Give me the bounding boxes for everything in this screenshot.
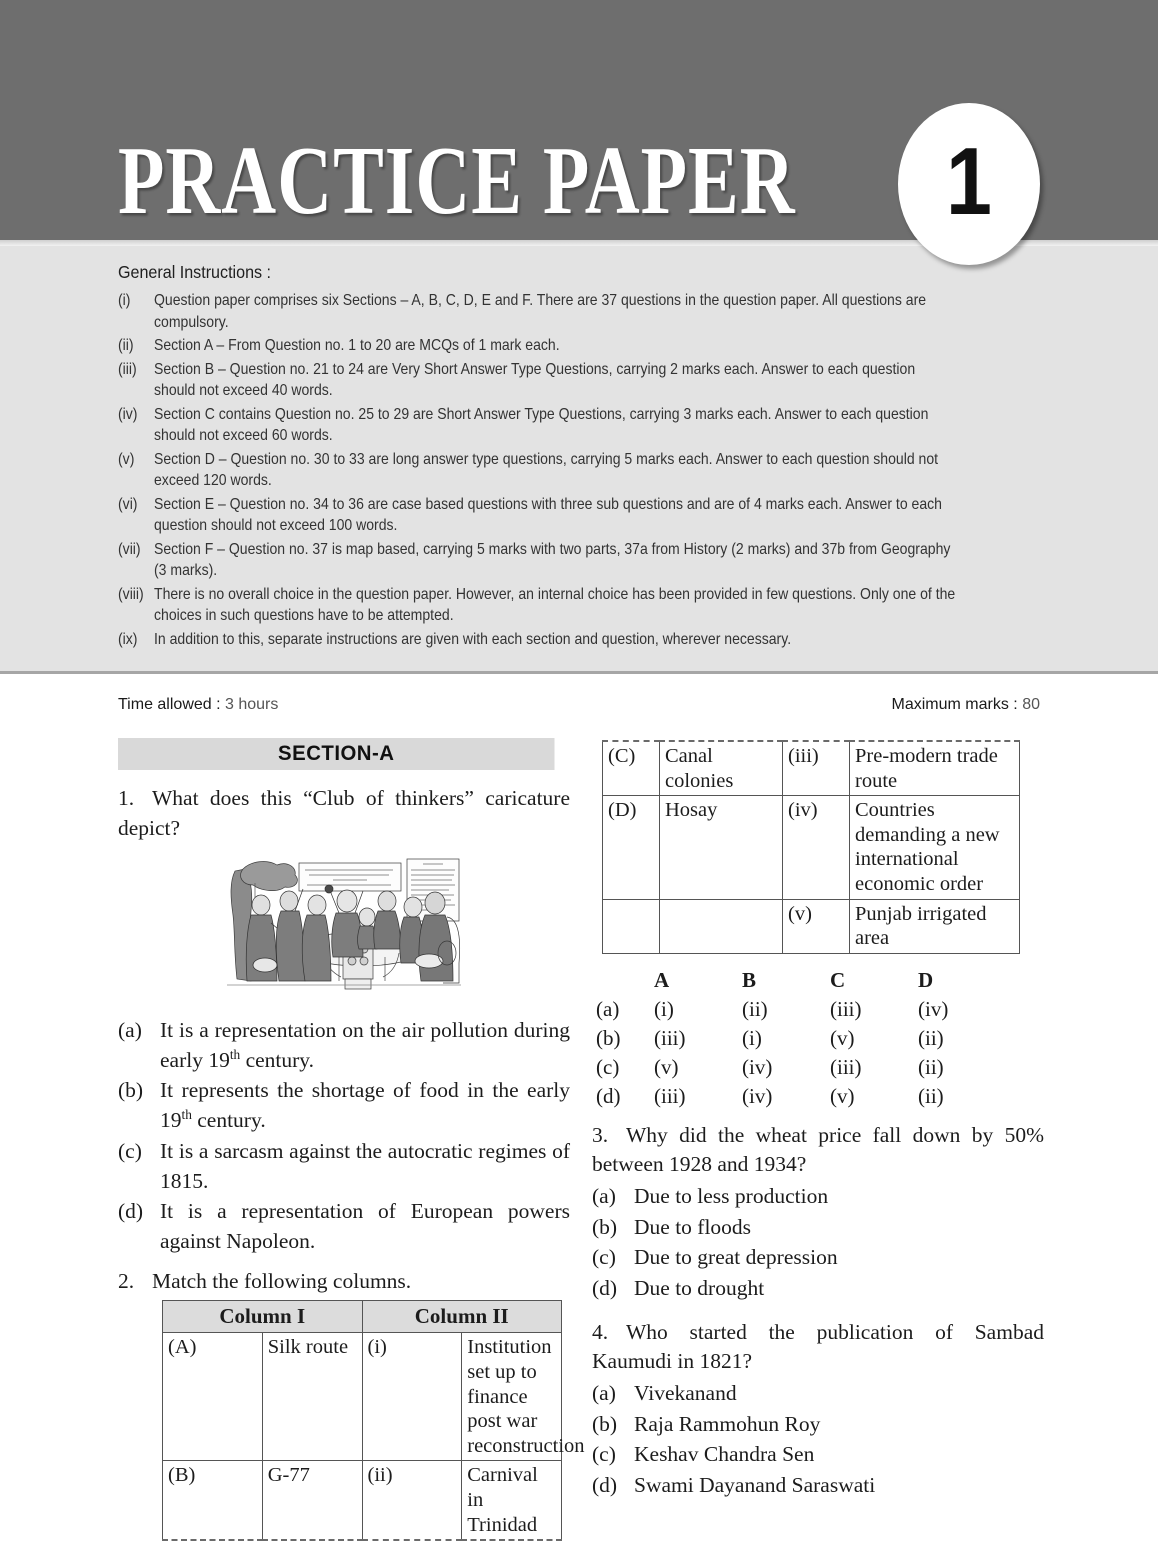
instruction-marker: (vi) <box>118 495 138 513</box>
cell-key: (C) <box>603 741 660 796</box>
table-row <box>603 899 1020 953</box>
answer-cell-key: (b) <box>596 1025 621 1050</box>
option-key: (c) <box>592 1442 616 1467</box>
option-b[interactable] <box>118 1076 570 1135</box>
instruction-marker: (vii) <box>118 540 141 558</box>
instruction-marker: (ix) <box>118 630 138 648</box>
cell-rn: (i) <box>362 1333 462 1461</box>
maximum-marks-label: Maximum marks : <box>891 696 1018 713</box>
option-text: Due to drought <box>634 1276 765 1301</box>
maximum-marks <box>892 696 1040 714</box>
question-3 <box>592 1121 1044 1304</box>
instruction-item <box>118 584 1048 627</box>
instruction-text: There is no overall choice in the question paper. However, an internal choice has been provided in few questions. Only one of the choices in such questions have to be attempted. <box>154 585 956 625</box>
cell-desc: Punjab irrigated area <box>850 899 1020 953</box>
question-2-text: Match the following columns. <box>152 1268 412 1293</box>
answer-cell-a: (iii) <box>654 1025 686 1050</box>
option-a[interactable] <box>118 1016 570 1075</box>
option-key: (b) <box>118 1078 144 1103</box>
instruction-item <box>118 290 1048 333</box>
instruction-marker: (v) <box>118 450 135 468</box>
question-3-options <box>592 1182 1044 1304</box>
question-4 <box>592 1318 1044 1501</box>
option-text: Due to great depression <box>634 1245 838 1270</box>
cell-key: (A) <box>163 1333 263 1461</box>
option-b[interactable] <box>592 1410 1044 1440</box>
answer-cell-d: (ii) <box>918 1025 944 1050</box>
question-1-text: What does this “Club of thinkers” caricature depict? <box>118 786 570 840</box>
cell-value <box>660 899 783 953</box>
option-text: Keshav Chandra Sen <box>634 1442 815 1467</box>
answer-cell-b: (i) <box>742 1025 762 1050</box>
option-key: (d) <box>118 1199 144 1224</box>
time-allowed-value: 3 hours <box>225 696 279 713</box>
question-4-text: Who started the publication of Sambad Kaumudi in 1821? <box>592 1319 1044 1374</box>
instruction-item <box>118 539 1048 582</box>
option-text: Due to less production <box>634 1184 829 1209</box>
answer-cell-d: (ii) <box>918 1054 944 1079</box>
paper-number: 1 <box>946 128 992 235</box>
cell-desc: Institution set up to finance post war reconstruction <box>462 1333 562 1461</box>
instruction-item <box>118 359 1048 402</box>
instruction-marker: (iv) <box>118 405 138 423</box>
answer-cell-b: (ii) <box>742 996 768 1021</box>
option-text: It represents the shortage of food in the early 19th century. <box>160 1078 570 1133</box>
cell-value: Canal colonies <box>660 741 783 796</box>
cell-rn: (ii) <box>362 1461 462 1540</box>
time-allowed-label: Time allowed : <box>118 696 221 713</box>
option-key: (b) <box>592 1214 618 1239</box>
cell-value: Silk route <box>262 1333 362 1461</box>
instruction-item <box>118 629 1048 651</box>
cell-desc: Pre-modern trade route <box>850 741 1020 796</box>
maximum-marks-value: 80 <box>1022 696 1040 713</box>
cell-value: G-77 <box>262 1461 362 1540</box>
option-key: (a) <box>592 1381 616 1405</box>
option-text: Vivekanand <box>634 1381 737 1405</box>
table-row <box>163 1461 562 1540</box>
right-column <box>592 738 1044 1502</box>
question-3-number: 3. <box>592 1122 609 1147</box>
club-of-thinkers-caricature <box>221 853 467 995</box>
instruction-text: Question paper comprises six Sections – A, B, C, D, E and F. There are 37 questions in the question paper. All questions are compulsory. <box>154 292 927 331</box>
instruction-item <box>118 449 1048 492</box>
section-a-header: SECTION-A <box>118 738 555 770</box>
instruction-text: Section F – Question no. 37 is map based, carrying 5 marks with two parts, 37a from History (2 marks) and 37b from Geography (3 marks). <box>154 540 951 580</box>
option-key: (d) <box>592 1276 618 1301</box>
answer-grid-head-a: A <box>654 967 670 992</box>
question-4-stem <box>592 1318 1044 1377</box>
page-title: PRACTICE PAPER <box>118 127 796 235</box>
instruction-text: Section A – From Question no. 1 to 20 are MCQs of 1 mark each. <box>154 337 560 355</box>
answer-cell-key: (d) <box>596 1083 621 1108</box>
answer-grid-header <box>596 966 1006 995</box>
answer-option-row[interactable] <box>596 1053 1006 1082</box>
option-text: Due to floods <box>634 1214 752 1239</box>
option-b[interactable] <box>592 1213 1044 1243</box>
cell-rn: (v) <box>783 899 850 953</box>
option-a[interactable] <box>592 1379 1044 1409</box>
instruction-item <box>118 494 1048 537</box>
option-text: It is a representation on the air pollution during early 19th century. <box>160 1017 570 1072</box>
option-text: It is a sarcasm against the autocratic regimes of 1815. <box>160 1138 570 1193</box>
table-header-row <box>163 1301 562 1333</box>
time-allowed <box>118 696 278 714</box>
option-key: (c) <box>118 1138 142 1163</box>
question-1 <box>118 784 570 1257</box>
option-c[interactable] <box>592 1440 1044 1470</box>
cell-rn: (iii) <box>783 741 850 796</box>
question-4-options <box>592 1379 1044 1501</box>
option-d[interactable] <box>592 1471 1044 1501</box>
question-1-options <box>118 1016 570 1257</box>
answer-cell-c: (v) <box>830 1025 855 1050</box>
instructions-heading: General Instructions : <box>118 262 272 282</box>
option-key: (a) <box>592 1184 616 1209</box>
cell-key: (B) <box>163 1461 263 1540</box>
option-c[interactable] <box>118 1137 570 1196</box>
question-1-number: 1. <box>118 786 135 810</box>
option-d[interactable] <box>118 1197 570 1256</box>
question-2-answer-grid <box>596 966 1006 1111</box>
answer-cell-c: (iii) <box>830 1054 862 1079</box>
column-header-2: Column II <box>362 1301 562 1333</box>
answer-option-row[interactable] <box>596 1024 1006 1053</box>
instruction-item <box>118 335 1048 357</box>
instruction-text: In addition to this, separate instructions are given with each section and question, wherever necessary. <box>154 630 792 648</box>
option-text: It is a representation of European powers against Napoleon. <box>160 1199 570 1253</box>
answer-cell-d: (iv) <box>918 996 949 1021</box>
instruction-marker: (viii) <box>118 585 144 603</box>
answer-cell-c: (v) <box>830 1083 855 1108</box>
answer-cell-a: (iii) <box>654 1083 686 1108</box>
answer-cell-b: (iv) <box>742 1054 773 1079</box>
question-2-match-table-part1 <box>162 1300 585 1541</box>
cell-key: (D) <box>603 796 660 899</box>
question-3-stem <box>592 1121 1044 1180</box>
instruction-text: Section D – Question no. 30 to 33 are long answer type questions, carrying 5 marks each. Answer to each question should not exceed 120 words. <box>154 450 939 490</box>
question-4-number: 4. <box>592 1319 609 1344</box>
exam-meta-line <box>118 696 1040 714</box>
answer-grid-head-blank <box>596 966 654 995</box>
question-1-figure <box>118 853 570 1004</box>
option-key: (b) <box>592 1411 618 1436</box>
answer-option-row[interactable] <box>596 1082 1006 1111</box>
instruction-text: Section E – Question no. 34 to 36 are case based questions with three sub questions and are of 4 marks each. Answer to each question should not exceed 100 words. <box>154 495 942 535</box>
answer-option-row[interactable] <box>596 995 1006 1024</box>
option-c[interactable] <box>592 1243 1044 1273</box>
question-2-number: 2. <box>118 1268 135 1293</box>
answer-cell-a: (i) <box>654 996 674 1021</box>
question-3-text: Why did the wheat price fall down by 50% between 1928 and 1934? <box>592 1122 1044 1177</box>
instruction-text: Section B – Question no. 21 to 24 are Very Short Answer Type Questions, carrying 2 marks each. Answer to each question should not exceed 40 words. <box>154 360 916 400</box>
column-header-1: Column I <box>163 1301 363 1333</box>
question-2-stem <box>118 1267 570 1297</box>
answer-cell-c: (iii) <box>830 996 862 1021</box>
cell-value: Hosay <box>660 796 783 899</box>
cell-rn: (iv) <box>783 796 850 899</box>
option-text: Raja Rammohun Roy <box>634 1411 821 1436</box>
answer-cell-key: (c) <box>596 1054 620 1079</box>
option-text: Swami Dayanand Saraswati <box>634 1472 876 1497</box>
cell-desc: Countries demanding a new international economic order <box>850 796 1020 899</box>
table-row <box>163 1333 562 1461</box>
answer-cell-d: (ii) <box>918 1083 944 1108</box>
instruction-item <box>118 404 1048 447</box>
answer-grid-head-b: B <box>742 967 757 992</box>
answer-cell-a: (v) <box>654 1054 679 1079</box>
table-row <box>603 741 1020 796</box>
instruction-text: Section C contains Question no. 25 to 29 are Short Answer Type Questions, carrying 3 marks each. Answer to each question should not exceed 60 words. <box>154 405 929 445</box>
answer-grid-head-c: C <box>830 967 846 992</box>
cell-key <box>603 899 660 953</box>
instruction-marker: (ii) <box>118 337 134 355</box>
question-1-stem <box>118 784 570 843</box>
cell-desc: Carnival in Trinidad <box>462 1461 562 1540</box>
left-column <box>118 738 585 1541</box>
instructions-list <box>118 290 1048 650</box>
option-d[interactable] <box>592 1274 1044 1304</box>
answer-grid-head-d: D <box>918 967 934 992</box>
option-key: (c) <box>592 1245 616 1270</box>
paper-number-badge <box>898 103 1040 265</box>
question-2-match-table-part2 <box>602 740 1020 954</box>
table-row <box>603 796 1020 899</box>
instruction-marker: (i) <box>118 292 131 309</box>
option-key: (a) <box>118 1017 142 1042</box>
option-key: (d) <box>592 1472 618 1497</box>
instruction-marker: (iii) <box>118 360 137 378</box>
answer-cell-key: (a) <box>596 996 620 1021</box>
answer-cell-b: (iv) <box>742 1083 773 1108</box>
option-a[interactable] <box>592 1182 1044 1212</box>
general-instructions-panel <box>0 246 1158 674</box>
